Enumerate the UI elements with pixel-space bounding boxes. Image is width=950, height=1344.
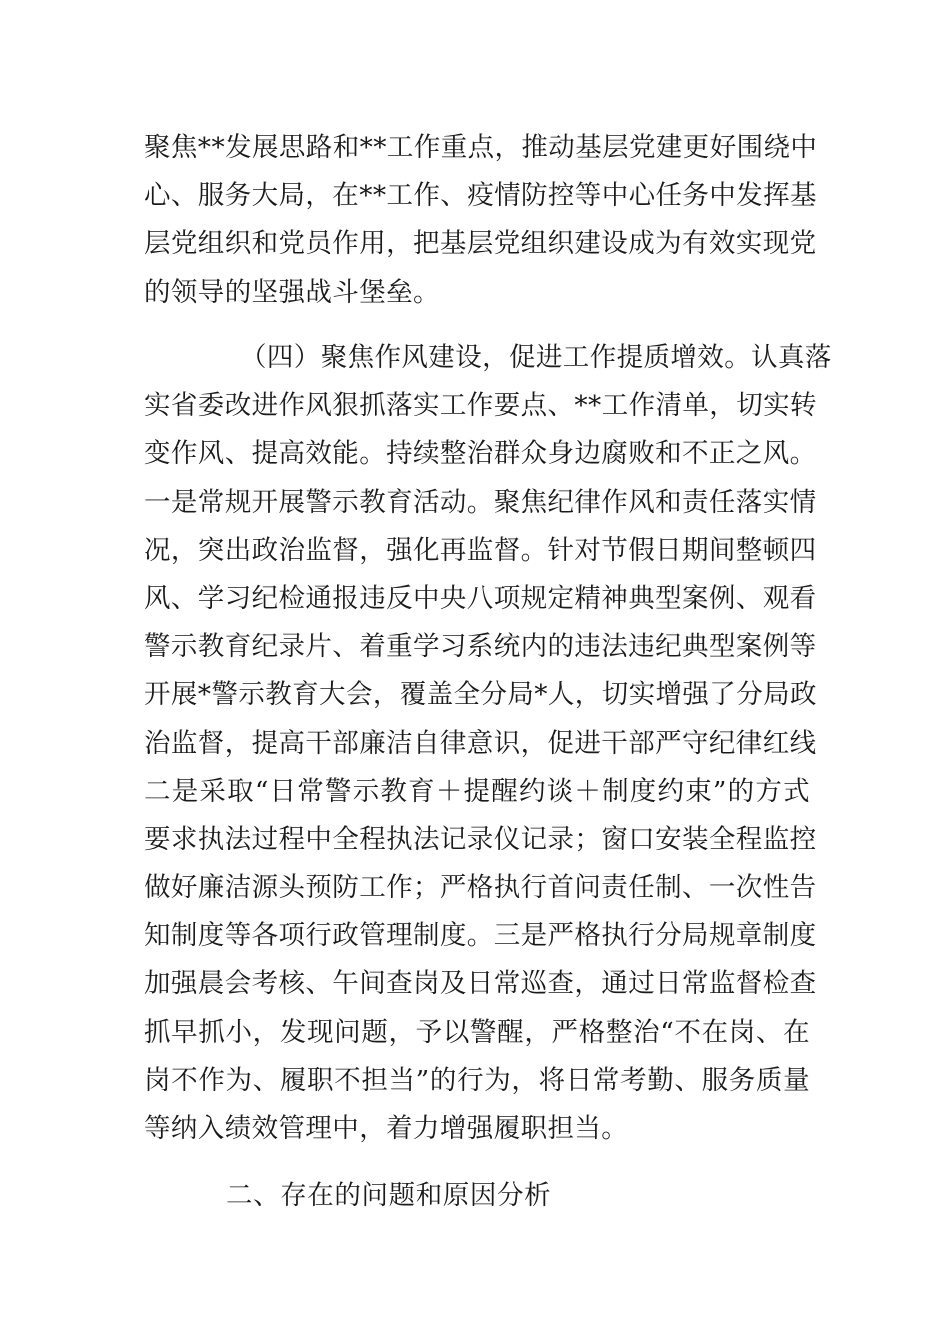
paragraph-line: 的领导的坚强战斗堡垒。 <box>144 276 440 308</box>
paragraph-line: 岗不作为、履职不担当”的行为，将日常考勤、服务质量 <box>144 1064 810 1096</box>
paragraph-line: 做好廉洁源头预防工作；严格执行首问责任制、一次性告 <box>144 872 817 904</box>
paragraph-line: 知制度等各项行政管理制度。三是严格执行分局规章制度 <box>144 920 817 952</box>
paragraph-line: （四）聚焦作风建设，促进工作提质增效。认真落 <box>240 342 832 373</box>
paragraph-line: 二是采取“日常警示教育＋提醒约谈＋制度约束”的方式 <box>144 775 810 807</box>
paragraph-line: 风、学习纪检通报违反中央八项规定精神典型案例、观看 <box>144 582 817 614</box>
section-heading: 二、存在的问题和原因分析 <box>226 1180 552 1211</box>
paragraph-line: 抓早抓小，发现问题，予以警醒，严格整治“不在岗、在 <box>144 1016 810 1048</box>
paragraph-line: 警示教育纪录片、着重学习系统内的违法违纪典型案例等 <box>144 631 817 663</box>
paragraph-line: 一是常规开展警示教育活动。聚焦纪律作风和责任落实情 <box>144 486 817 518</box>
paragraph-line: 等纳入绩效管理中，着力增强履职担当。 <box>144 1113 629 1144</box>
paragraph-line: 层党组织和党员作用，把基层党组织建设成为有效实现党 <box>144 228 817 260</box>
paragraph-line: 开展*警示教育大会，覆盖全分局*人，切实增强了分局政 <box>144 679 817 711</box>
paragraph-line: 聚焦**发展思路和**工作重点，推动基层党建更好围绕中 <box>144 132 818 163</box>
paragraph-line: 心、服务大局，在**工作、疫情防控等中心任务中发挥基 <box>144 180 817 212</box>
paragraph-line: 变作风、提高效能。持续整治群众身边腐败和不正之风。 <box>144 438 817 470</box>
paragraph-section-four <box>144 334 832 1153</box>
paragraph-line: 治监督，提高干部廉洁自律意识，促进干部严守纪律红线 <box>144 727 817 759</box>
paragraph-line: 要求执法过程中全程执法记录仪记录；窗口安装全程监控 <box>144 823 817 855</box>
paragraph-line: 实省委改进作风狠抓落实工作要点、**工作清单，切实转 <box>144 390 817 422</box>
paragraph-line: 况，突出政治监督，强化再监督。针对节假日期间整顿四 <box>144 534 817 566</box>
paragraph-line: 加强晨会考核、午间查岗及日常巡查，通过日常监督检查 <box>144 968 817 1000</box>
paragraph-continued <box>144 124 818 317</box>
